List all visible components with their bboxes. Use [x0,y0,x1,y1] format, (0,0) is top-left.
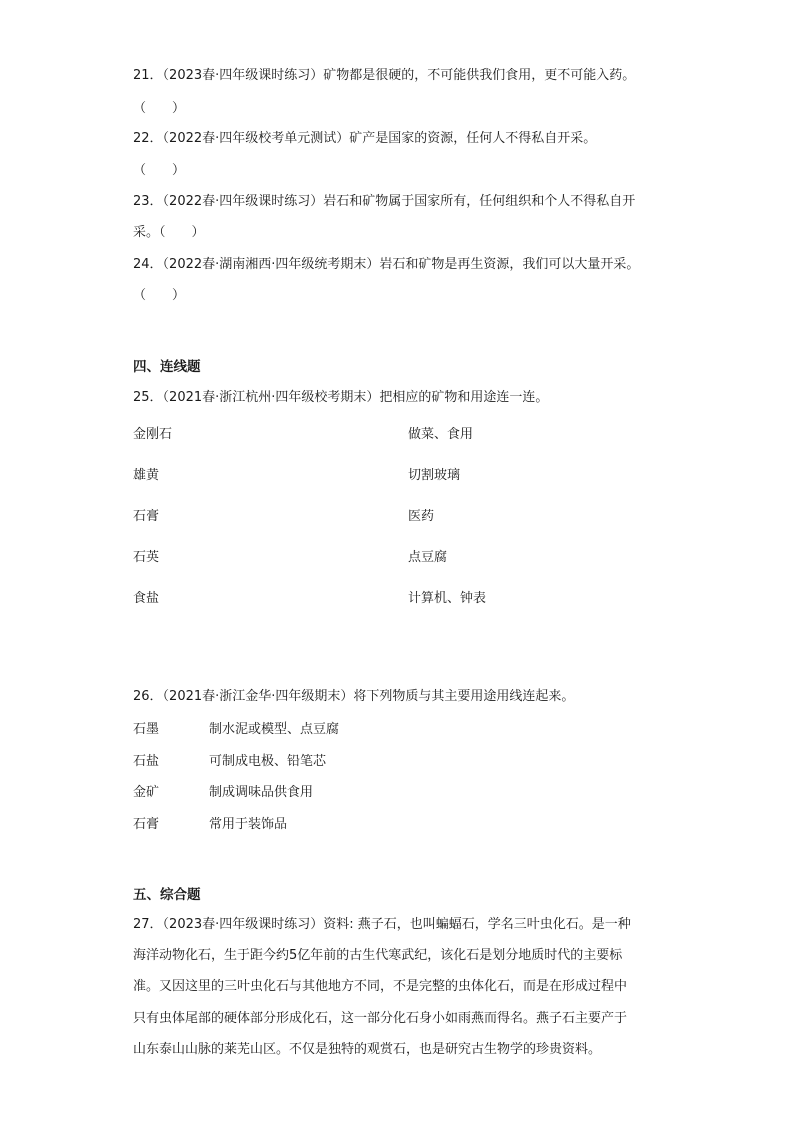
question-23: 23．（2022春·四年级课时练习）岩石和矿物属于国家所有，任何组织和个人不得私自开 [133,194,636,209]
q27-paragraph-line: 只有虫体尾部的硬体部分形成化石，这一部分化石身小如雨燕而得名。燕子石主要产于 [133,1011,628,1026]
question-25: 25．（2021春·浙江杭州·四年级校考期末）把相应的矿物和用途连一连。 [133,390,549,405]
answer-blank-22[interactable]: （ ） [133,163,186,178]
q26-right-item[interactable]: 可制成电极、铅笔芯 [209,754,327,769]
q26-right-item[interactable]: 常用于装饰品 [209,817,288,832]
q25-left-item[interactable]: 雄黄 [133,468,160,483]
q25-right-item[interactable]: 计算机、钟表 [408,591,487,606]
q27-paragraph-line: 27．（2023春·四年级课时练习）资料: 燕子石，也叫蝙蝠石，学名三叶虫化石。是一种 [133,917,631,932]
question-21: 21．（2023春·四年级课时练习）矿物都是很硬的，不可能供我们食用，更不可能入药。 [133,68,636,83]
q26-left-item[interactable]: 金矿 [133,785,160,800]
question-24: 24．（2022春·湖南湘西·四年级统考期末）岩石和矿物是再生资源，我们可以大量开采。 [133,257,640,272]
q26-left-item[interactable]: 石膏 [133,817,160,832]
q26-right-item[interactable]: 制水泥或模型、点豆腐 [209,722,340,737]
section-title-matching: 四、连线题 [133,359,201,375]
q27-paragraph-line: 准。又因这里的三叶虫化石与其他地方不同，不是完整的虫体化石，而是在形成过程中 [133,979,628,994]
q25-left-item[interactable]: 金刚石 [133,427,173,442]
answer-blank-23[interactable]: 采。（ ） [133,225,205,240]
q25-right-item[interactable]: 切割玻璃 [408,468,461,483]
answer-blank-21[interactable]: （ ） [133,101,186,116]
q25-right-item[interactable]: 医药 [408,509,435,524]
q25-left-item[interactable]: 石英 [133,550,160,565]
q25-left-item[interactable]: 食盐 [133,591,160,606]
question-22: 22．（2022春·四年级校考单元测试）矿产是国家的资源，任何人不得私自开采。 [133,131,597,146]
answer-blank-24[interactable]: （ ） [133,288,186,303]
q27-paragraph-line: 海洋动物化石，生于距今约5亿年前的古生代寒武纪，该化石是划分地质时代的主要标 [133,948,623,963]
q25-right-item[interactable]: 点豆腐 [408,550,448,565]
question-26: 26．（2021春·浙江金华·四年级期末）将下列物质与其主要用途用线连起来。 [133,689,575,704]
q25-left-item[interactable]: 石膏 [133,509,160,524]
q27-paragraph-line: 山东泰山山脉的莱芜山区。不仅是独特的观赏石，也是研究古生物学的珍贵资料。 [133,1042,602,1057]
q26-right-item[interactable]: 制成调味品供食用 [209,785,314,800]
q26-left-item[interactable]: 石墨 [133,722,160,737]
section-title-comprehensive: 五、综合题 [133,887,201,903]
q25-right-item[interactable]: 做菜、食用 [408,427,474,442]
q26-left-item[interactable]: 石盐 [133,754,160,769]
